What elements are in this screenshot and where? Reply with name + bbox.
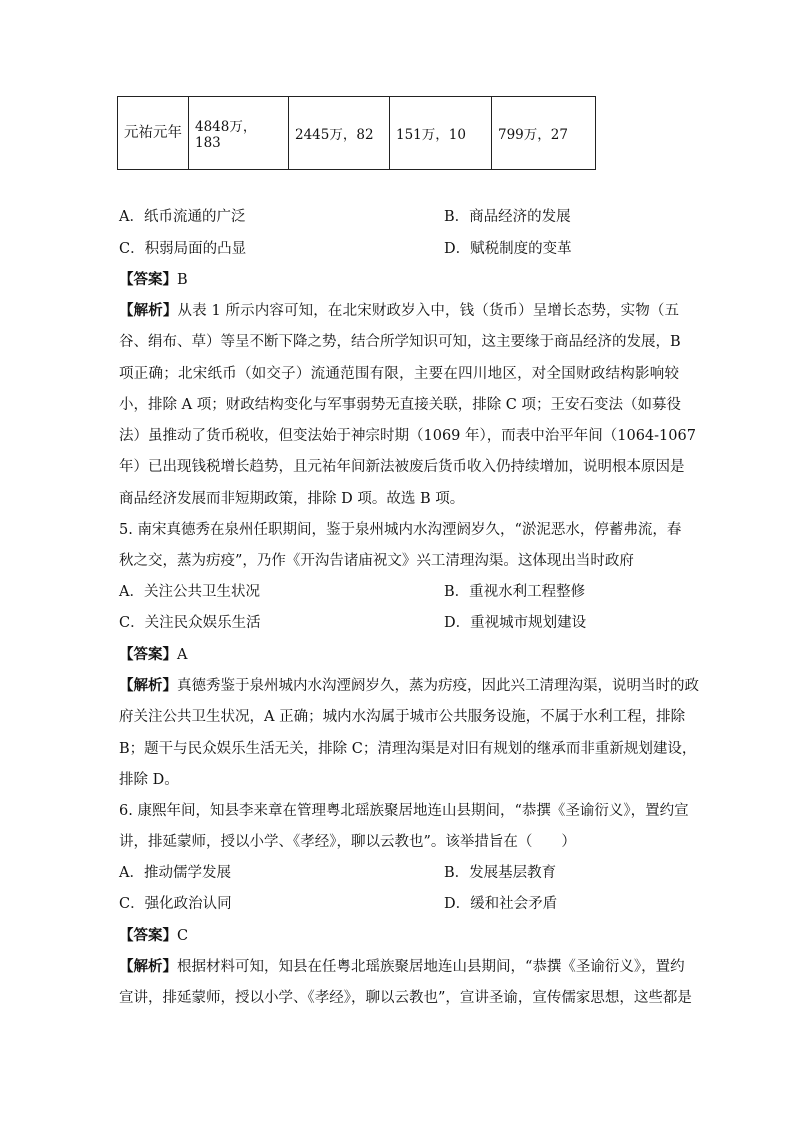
answer-value: C [177,928,189,944]
q4-option-b: B．商品经济的发展 [444,209,571,225]
q5-stem-line: 5. 南宋真德秀在泉州任职期间，鉴于泉州城内水沟湮阏岁久，“淤泥恶水，停蓄弗流，春 [119,522,682,538]
q5-option-c: C．关注民众娱乐生活 [119,615,261,631]
table-cell: 2445万，82 [289,97,390,170]
q4-analysis-line: 【解析】从表 1 所示内容可知，在北宋财政岁入中，钱（货币）呈增长态势，实物（五 [119,302,679,319]
q4-option-a: A．纸币流通的广泛 [119,209,246,225]
q5-analysis-line: B；题干与民众娱乐生活无关，排除 C；清理沟渠是对旧有规划的继承而非重新规划建设， [119,741,697,757]
q6-stem-line: 6. 康熙年间，知县李来章在管理粤北瑶族聚居地连山县期间，“恭撰《圣谕衍义》，置约宣 [119,803,689,819]
table-cell: 799万，27 [492,97,596,170]
analysis-label: 【解析】 [119,677,177,694]
answer-value: A [177,647,188,663]
q6-option-d: D．缓和社会矛盾 [444,896,558,912]
analysis-label: 【解析】 [119,302,178,319]
table-row-label: 元祐元年 [118,97,189,170]
q5-option-a: A．关注公共卫生状况 [119,584,260,600]
q5-analysis-line: 【解析】真德秀鉴于泉州城内水沟湮阏岁久，蒸为疠疫，因此兴工清理沟渠，说明当时的政 [119,677,699,694]
q6-option-b: B．发展基层教育 [444,865,557,881]
q6-stem-line: 讲，排延蒙师，授以小学、《孝经》，聊以云教也”。该举措旨在（ ） [119,834,576,850]
q4-answer [119,270,188,290]
q4-analysis-line: 小，排除 A 项；财政结构变化与军事弱势无直接关联，排除 C 项；王安石变法（如募役 [119,397,681,413]
q5-answer [119,645,187,665]
q6-answer [119,926,188,946]
q4-option-d: D．赋税制度的变革 [444,241,572,257]
q4-analysis-line: 年）已出现钱税增长趋势，且元祐年间新法被废后货币收入仍持续增加，说明根本原因是 [119,459,685,475]
q6-option-c: C．强化政治认同 [119,896,232,912]
q6-analysis-line: 宣讲，排延蒙师，授以小学、《孝经》，聊以云教也”，宣讲圣谕，宣传儒家思想，这些都是 [119,990,692,1006]
answer-value: B [177,272,188,288]
q4-analysis-line: 法）虽推动了货币税收，但变法始于神宗时期（1069 年），而表中治平年间（1064-1067 [119,428,696,444]
q4-analysis-line: 商品经济发展而非短期政策，排除 D 项。故选 B 项。 [119,491,465,507]
q6-analysis-line: 【解析】根据材料可知，知县在任粤北瑶族聚居地连山县期间，“恭撰《圣谕衍义》，置约 [119,958,685,975]
q4-option-c: C．积弱局面的凸显 [119,241,247,257]
table-row [118,97,596,170]
q5-analysis-line: 府关注公共卫生状况，A 正确；城内水沟属于城市公共服务设施，不属于水利工程，排除 [119,709,686,725]
analysis-label: 【解析】 [119,958,177,975]
q4-analysis-line: 项正确；北宋纸币（如交子）流通范围有限，主要在四川地区，对全国财政结构影响较 [119,366,679,382]
q5-analysis-line: 排除 D。 [119,772,179,788]
answer-label: 【答案】 [119,646,177,663]
answer-label: 【答案】 [119,271,177,288]
q5-stem-line: 秋之交，蒸为疠疫”，乃作《开沟告诸庙祝文》兴工清理沟渠。这体现出当时政府 [119,553,634,569]
revenue-table [117,96,596,170]
q5-option-d: D．重视城市规划建设 [444,615,587,631]
table-cell: 4848万，183 [189,97,289,170]
table-cell: 151万，10 [390,97,492,170]
answer-label: 【答案】 [119,927,177,944]
q5-option-b: B．重视水利工程整修 [444,584,586,600]
q6-option-a: A．推动儒学发展 [119,865,231,881]
q4-analysis-line: 谷、绢布、草）等呈不断下降之势，结合所学知识可知，这主要缘于商品经济的发展，B [119,334,681,350]
